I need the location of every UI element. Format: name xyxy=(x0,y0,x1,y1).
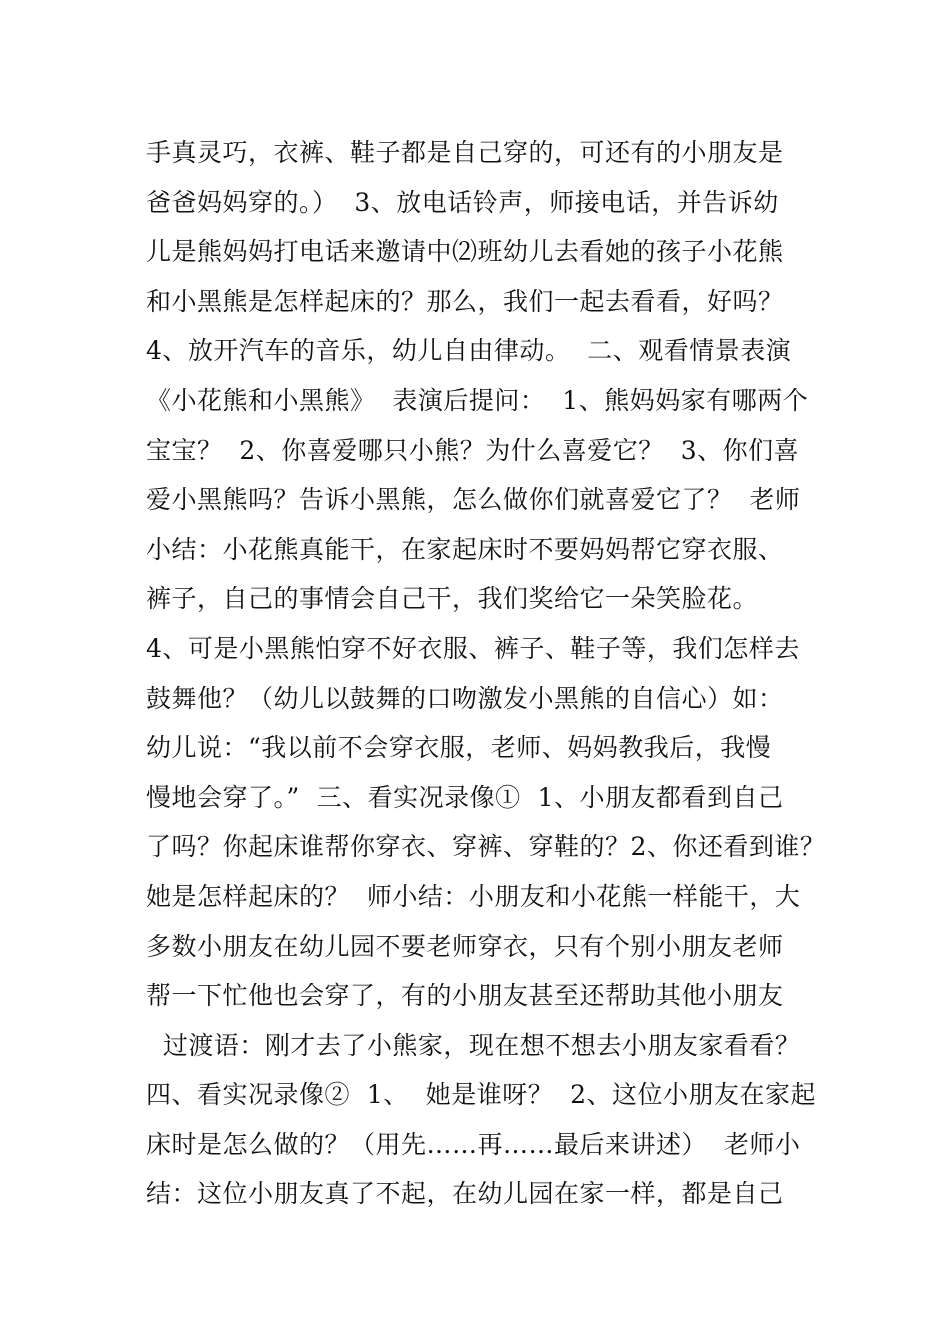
text-line: 床时是怎么做的？（用先……再……最后来讲述） 老师小 xyxy=(146,1129,801,1159)
text-line: 裤子，自己的事情会自己干，我们奖给它一朵笑脸花。 xyxy=(146,584,759,614)
text-line: 帮一下忙他也会穿了，有的小朋友甚至还帮助其他小朋友 xyxy=(146,981,784,1011)
text-line: 多数小朋友在幼儿园不要老师穿衣，只有个别小朋友老师 xyxy=(146,931,784,961)
text-line: 4、放开汽车的音乐，幼儿自由律动。 二、观看情景表演 xyxy=(146,336,792,366)
body-text xyxy=(146,128,826,1219)
text-line: 手真灵巧，衣裤、鞋子都是自己穿的，可还有的小朋友是 xyxy=(146,138,784,167)
text-line: 爸爸妈妈穿的。） 3、放电话铃声，师接电话，并告诉幼 xyxy=(146,187,779,217)
text-line: 过渡语：刚才去了小熊家，现在想不想去小朋友家看看？ xyxy=(146,1030,801,1060)
text-line: 爱小黑熊吗？告诉小黑熊，怎么做你们就喜爱它了？ 老师 xyxy=(146,485,801,515)
text-line: 和小黑熊是怎样起床的？那么，我们一起去看看，好吗？ xyxy=(146,286,784,316)
text-line: 小结：小花熊真能干，在家起床时不要妈妈帮它穿衣服、 xyxy=(146,534,784,564)
text-line: 她是怎样起床的？ 师小结：小朋友和小花熊一样能干，大 xyxy=(146,881,801,911)
text-line: 《小花熊和小黑熊》 表演后提问： 1、熊妈妈家有哪两个 xyxy=(146,385,809,415)
text-line: 结：这位小朋友真了不起，在幼儿园在家一样，都是自己 xyxy=(146,1179,784,1209)
text-line: 4、可是小黑熊怕穿不好衣服、裤子、鞋子等，我们怎样去 xyxy=(146,633,800,663)
text-line: 儿是熊妈妈打电话来邀请中⑵班幼儿去看她的孩子小花熊 xyxy=(146,237,784,267)
text-line: 四、看实况录像② 1、 她是谁呀？ 2、这位小朋友在家起 xyxy=(146,1080,816,1110)
text-line: 宝宝？ 2、你喜爱哪只小熊？为什么喜爱它？ 3、你们喜 xyxy=(146,435,800,465)
text-line: 鼓舞他？（幼儿以鼓舞的口吻激发小黑熊的自信心）如： xyxy=(146,683,784,713)
text-line: 了吗？你起床谁帮你穿衣、穿裤、穿鞋的？2、你还看到谁？ xyxy=(146,832,826,862)
text-line: 幼儿说：“我以前不会穿衣服，老师、妈妈教我后，我慢 xyxy=(146,733,772,763)
text-line: 慢地会穿了。” 三、看实况录像① 1、小朋友都看到自己 xyxy=(146,782,784,812)
